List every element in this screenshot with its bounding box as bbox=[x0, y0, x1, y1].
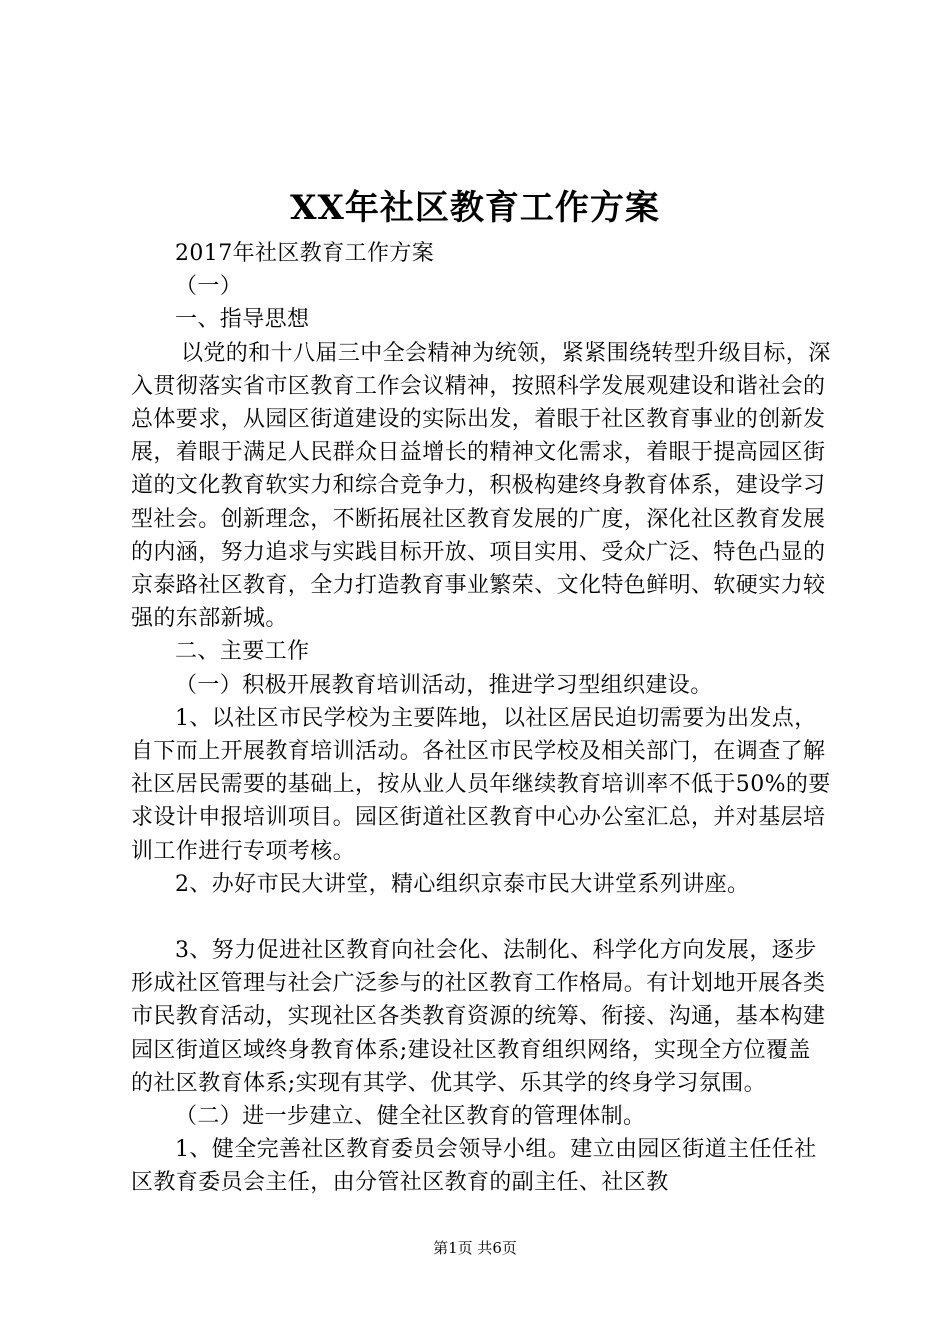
subsection-heading-management: （二）进一步建立、健全社区教育的管理体制。 bbox=[175, 1104, 646, 1130]
paragraph-item-2: 2、办好市民大讲堂，精心组织京泰市民大讲堂系列讲座。 bbox=[175, 871, 750, 897]
page-footer: 第1页 共6页 bbox=[433, 1239, 517, 1257]
document-body bbox=[131, 237, 831, 1200]
blank-line bbox=[131, 901, 831, 934]
subsection-heading-training: （一）积极开展教育培训活动，推进学习型组织建设。 bbox=[175, 672, 713, 698]
section-heading-main-work: 二、主要工作 bbox=[175, 639, 310, 665]
paragraph-item-3: 3、努力促进社区教育向社会化、法制化、科学化方向发展，逐步形成社区管理与社会广泛参与的社区教育工作格局。有计划地开展各类市民教育活动，实现社区各类教育资源的统筹、衔接、沟通，基本构建园区街道区域终身教育体系;建设社区教育组织网络，实现全方位覆盖的社区教育体系;实现有其学、优其学、乐其学的终身学习氛围。 bbox=[131, 938, 826, 1096]
paragraph-guiding-ideology: 以党的和十八届三中全会精神为统领，紧紧围绕转型升级目标，深入贯彻落实省市区教育工作会议精神，按照科学发展观建设和谐社会的总体要求，从园区街道建设的实际出发，着眼于社区教育事业的创新发展，着眼于满足人民群众日益增长的精神文化需求，着眼于提高园区街道的文化教育软实力和综合竞争力，积极构建终身教育体系，建设学习型社会。创新理念，不断拓展社区教育发展的广度，深化社区教育发展的内涵，努力追求与实践目标开放、项目实用、受众广泛、特色凸显的京泰路社区教育，全力打造教育事业繁荣、文化特色鲜明、软硬实力较强的东部新城。 bbox=[131, 340, 831, 632]
section-heading-guiding-ideology: 一、指导思想 bbox=[175, 307, 310, 333]
document-title: XX年社区教育工作方案 bbox=[290, 188, 660, 228]
part-label: （一） bbox=[175, 274, 243, 300]
subtitle: 2017年社区教育工作方案 bbox=[175, 241, 435, 266]
paragraph-item-1: 1、以社区市民学校为主要阵地，以社区居民迫切需要为出发点，自下而上开展教育培训活动。各社区市民学校及相关部门，在调查了解社区居民需要的基础上，按从业人员年继续教育培训率不低于50%的要求设计申报培训项目。园区街道社区教育中心办公室汇总，并对基层培训工作进行专项考核。 bbox=[131, 705, 831, 864]
paragraph-management-item-1: 1、健全完善社区教育委员会领导小组。建立由园区街道主任任社区教育委员会主任，由分管社区教育的副主任、社区教 bbox=[131, 1137, 817, 1196]
